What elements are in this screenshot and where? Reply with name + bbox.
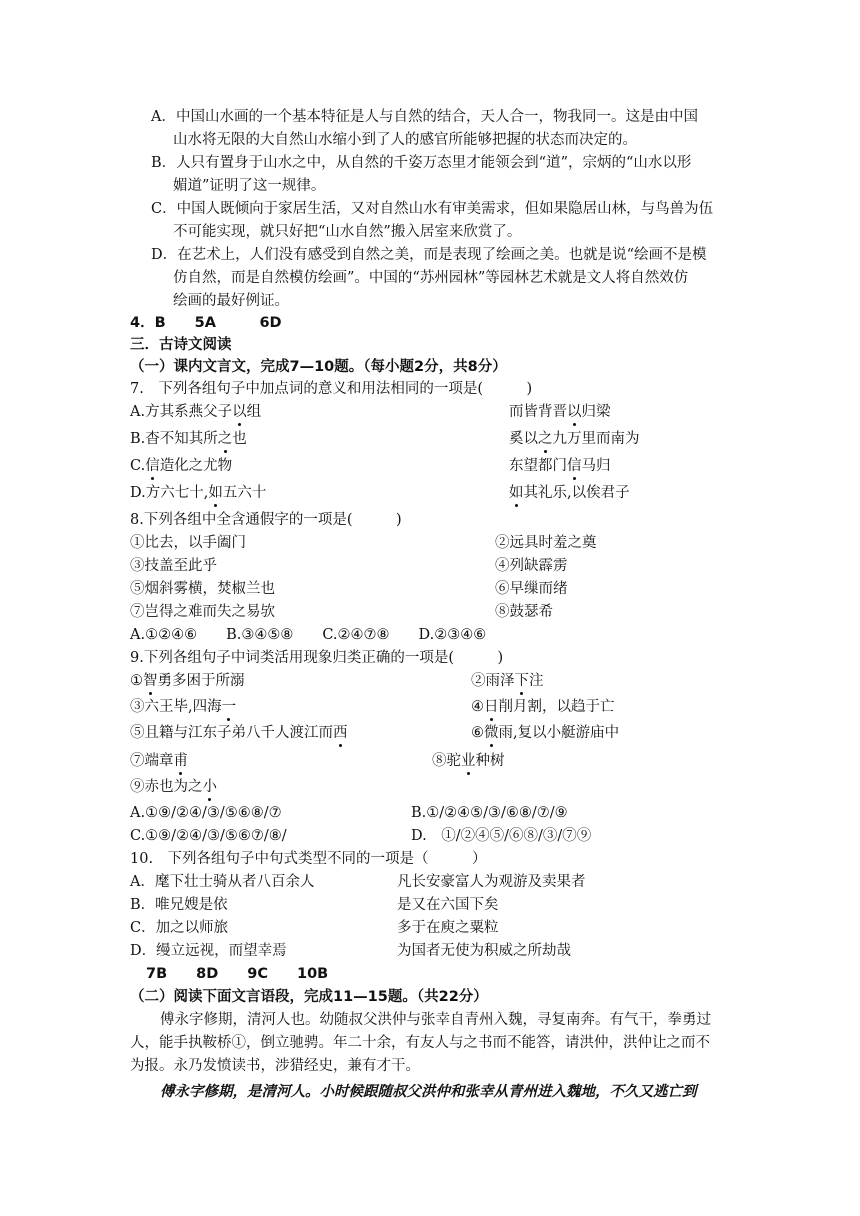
q9-item: ⑦端章甫 — [130, 753, 188, 769]
q7-stem: 7. 下列各组句子中加点词的意义和用法相同的一项是( ) — [130, 381, 533, 397]
section-3-title: 三．古诗文阅读 — [130, 337, 232, 353]
q9-option-c: C.①⑨/②④/③/⑤⑥⑦/⑧/ — [130, 828, 287, 844]
option-a-line1: A．中国山水画的一个基本特征是人与自然的结合，天人合一，物我同一。这是由中国 — [151, 109, 698, 125]
q7-c-left: C.信造化之尤物 — [130, 458, 233, 474]
answers-7-10: 7B 8D 9C 10B — [146, 966, 329, 982]
q7-b-right: 奚以之九万里而南为 — [509, 431, 640, 447]
passage-line-2: 人，能手执鞍桥①，倒立驰骋。年二十余，有友人与之书而不能答，请洪仲，洪仲让之而不 — [130, 1035, 710, 1051]
q8-item: ③技盖至此乎 — [130, 558, 217, 574]
q10-b-left: B．唯兄嫂是依 — [130, 897, 228, 913]
q8-item: ⑦岂得之难而失之易欤 — [130, 604, 275, 620]
option-d-line3: 绘画的最好例证。 — [173, 293, 289, 309]
q9-option-b: B.①/②④⑤/③/⑥⑧/⑦/⑨ — [411, 805, 568, 821]
option-d-line1: D．在艺术上，人们没有感受到自然之美，而是表现了绘画之美。也就是说“绘画不是模 — [151, 247, 707, 263]
q9-item: ⑥微雨,复以小艇游庙中 — [471, 725, 620, 741]
q10-d-left: D．缦立远视，而望幸焉 — [130, 943, 287, 959]
q8-stem: 8.下列各组中全含通假字的一项是( ) — [130, 512, 402, 528]
q8-item: ②远具时羞之奠 — [495, 535, 597, 551]
translation-line-1: 傅永字修期，是清河人。小时候跟随叔父洪仲和张幸从青州进入魏地，不久又逃亡到 — [160, 1083, 697, 1100]
passage-line-3: 为报。永乃发愤读书，涉猎经史，兼有才干。 — [130, 1058, 420, 1074]
q9-item: ⑧驼业种树 — [432, 753, 505, 769]
q9-item: ④日削月割，以趋于亡 — [471, 699, 615, 715]
q8-item: ④列缺霹雳 — [495, 558, 568, 574]
q7-d-left: D.方六七十,如五六十 — [130, 485, 267, 501]
q10-b-right: 是又在六国下矣 — [397, 897, 499, 913]
q8-item: ⑥早缫而绪 — [495, 581, 568, 597]
part-1-title: （一）课内文言文，完成7—10题。（每小题2分，共8分） — [130, 359, 507, 375]
q10-stem: 10. 下列各组句子中句式类型不同的一项是（ ） — [130, 851, 487, 867]
q8-item: ⑤烟斜雾横，焚椒兰也 — [130, 581, 275, 597]
q10-c-right: 多于在庾之粟粒 — [397, 920, 499, 936]
q9-option-d: D. ①/②④⑤/⑥⑧/③/⑦⑨ — [411, 828, 592, 844]
q10-a-right: 凡长安豪富人为观游及卖果者 — [397, 874, 586, 890]
part-2-title: （二）阅读下面文言语段，完成11—15题。（共22分） — [130, 989, 488, 1005]
q8-options: A.①②④⑥ B.③④⑤⑧ C.②④⑦⑧ D.②③④⑥ — [130, 627, 487, 643]
q9-item: ②雨泽下注 — [471, 673, 544, 689]
q8-item: ⑧鼓瑟希 — [495, 604, 553, 620]
q9-option-a: A.①⑨/②④/③/⑤⑥⑧/⑦ — [130, 805, 282, 821]
option-a-line2: 山水将无限的大自然山水缩小到了人的感官所能够把握的状态而决定的。 — [173, 132, 637, 148]
option-c-line1: C．中国人既倾向于家居生活，又对自然山水有审美需求，但如果隐居山林，与鸟兽为伍 — [151, 201, 714, 217]
q9-item: ⑨赤也为之小 — [130, 779, 217, 795]
q7-c-right: 东望都门信马归 — [509, 458, 611, 474]
q7-a-left: A.方其系燕父子以组 — [130, 404, 262, 420]
option-d-line2: 仿自然，而是自然模仿绘画”。中国的“苏州园林”等园林艺术就是文人将自然效仿 — [173, 270, 689, 286]
option-b-line1: B．人只有置身于山水之中，从自然的千姿万态里才能领会到“道”，宗炳的“山水以形 — [151, 155, 692, 171]
option-c-line2: 不可能实现，就只好把“山水自然”搬入居室来欣赏了。 — [173, 224, 522, 240]
option-b-line2: 媚道”证明了这一规律。 — [173, 178, 326, 194]
q7-a-right: 而皆背晋以归梁 — [509, 404, 611, 420]
q9-item: ⑤且籍与江东子弟八千人渡江而西 — [130, 725, 348, 741]
q10-a-left: A．麾下壮士骑从者八百余人 — [130, 874, 315, 890]
answers-4-6: 4．B 5A 6D — [130, 315, 282, 331]
q8-item: ①比去，以手阖门 — [130, 535, 246, 551]
q7-d-right: 如其礼乐,以俟君子 — [509, 485, 630, 501]
q9-item: ①智勇多困于所溺 — [130, 673, 245, 689]
q9-item: ③六王毕,四海一 — [130, 699, 237, 715]
q9-stem: 9.下列各组句子中词类活用现象归类正确的一项是( ) — [130, 650, 504, 666]
q10-d-right: 为国者无使为积威之所劫哉 — [397, 943, 571, 959]
passage-line-1: 傅永字修期，清河人也。幼随叔父洪仲与张幸自青州入魏，寻复南奔。有气干，拳勇过 — [160, 1012, 711, 1028]
q7-b-left: B.杳不知其所之也 — [130, 431, 247, 447]
q10-c-left: C．加之以师旅 — [130, 920, 229, 936]
